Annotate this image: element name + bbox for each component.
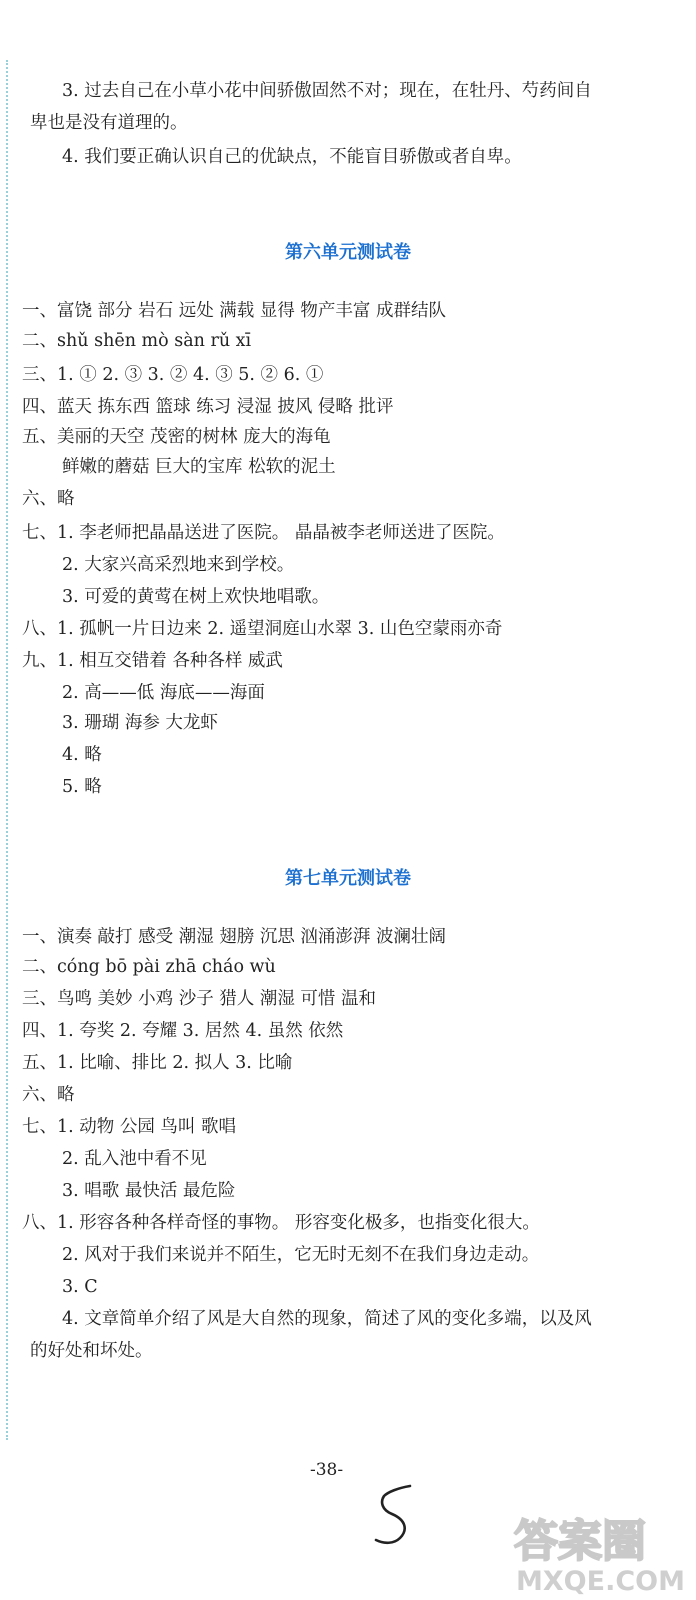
section-title-unit7: 第七单元测试卷 — [285, 868, 411, 889]
answer-line: 六、略 — [22, 489, 75, 509]
answer-line: 3. C — [62, 1277, 98, 1297]
answer-line: 六、略 — [22, 1085, 75, 1105]
watermark-text: 答案圈 — [514, 1516, 646, 1567]
answer-line: 鲜嫩的蘑菇 巨大的宝库 松软的泥土 — [62, 457, 336, 477]
margin-dotted-line — [6, 60, 8, 1440]
answer-line: 2. 乱入池中看不见 — [62, 1149, 207, 1169]
section-title-unit6: 第六单元测试卷 — [285, 242, 411, 263]
answer-line: 3. 珊瑚 海参 大龙虾 — [62, 713, 218, 733]
answer-line: 八、1. 孤帆一片日边来 2. 遥望洞庭山水翠 3. 山色空蒙雨亦奇 — [22, 619, 503, 639]
answer-line: 三、1. ① 2. ③ 3. ② 4. ③ 5. ② 6. ① — [22, 365, 324, 385]
answer-line: 2. 高——低 海底——海面 — [62, 683, 265, 703]
answer-line: 三、鸟鸣 美妙 小鸡 沙子 猎人 潮湿 可惜 温和 — [22, 989, 376, 1009]
answer-line: 4. 文章简单介绍了风是大自然的现象，简述了风的变化多端，以及风 — [62, 1309, 592, 1329]
watermark-logo — [508, 1500, 694, 1596]
answer-line: 二、shǔ shēn mò sàn rǔ xī — [22, 331, 252, 351]
text-line: 卑也是没有道理的。 — [30, 113, 188, 133]
text-line: 4. 我们要正确认识自己的优缺点，不能盲目骄傲或者自卑。 — [62, 147, 522, 167]
answer-line: 五、美丽的天空 茂密的树林 庞大的海龟 — [22, 427, 331, 447]
answer-line: 四、蓝天 拣东西 篮球 练习 浸湿 披风 侵略 批评 — [22, 397, 394, 417]
answer-line: 一、富饶 部分 岩石 远处 满载 显得 物产丰富 成群结队 — [22, 301, 446, 321]
answer-line: 七、1. 动物 公园 鸟叫 歌唱 — [22, 1117, 236, 1137]
answer-line: 七、1. 李老师把晶晶送进了医院。 晶晶被李老师送进了医院。 — [22, 523, 505, 543]
page-number: -38- — [310, 1460, 344, 1480]
answer-line: 四、1. 夸奖 2. 夸耀 3. 居然 4. 虽然 依然 — [22, 1021, 344, 1041]
answer-line: 二、cóng bō pài zhā cháo wù — [22, 957, 276, 977]
answer-line: 2. 大家兴高采烈地来到学校。 — [62, 555, 295, 575]
answer-line: 的好处和坏处。 — [30, 1341, 153, 1361]
answer-line: 4. 略 — [62, 745, 102, 765]
watermark-url: MXQE.COM — [516, 1566, 685, 1596]
handwritten-mark — [370, 1480, 430, 1550]
answer-line: 3. 唱歌 最快活 最危险 — [62, 1181, 236, 1201]
answer-line: 5. 略 — [62, 777, 102, 797]
text-line: 3. 过去自己在小草小花中间骄傲固然不对；现在，在牡丹、芍药间自 — [62, 81, 592, 101]
answer-line: 一、演奏 敲打 感受 潮湿 翅膀 沉思 汹涌澎湃 波澜壮阔 — [22, 927, 446, 947]
answer-line: 八、1. 形容各种各样奇怪的事物。 形容变化极多，也指变化很大。 — [22, 1213, 540, 1233]
answer-line: 3. 可爱的黄莺在树上欢快地唱歌。 — [62, 587, 330, 607]
answer-line: 九、1. 相互交错着 各种各样 威武 — [22, 651, 283, 671]
answer-line: 五、1. 比喻、排比 2. 拟人 3. 比喻 — [22, 1053, 293, 1073]
answer-line: 2. 风对于我们来说并不陌生，它无时无刻不在我们身边走动。 — [62, 1245, 540, 1265]
